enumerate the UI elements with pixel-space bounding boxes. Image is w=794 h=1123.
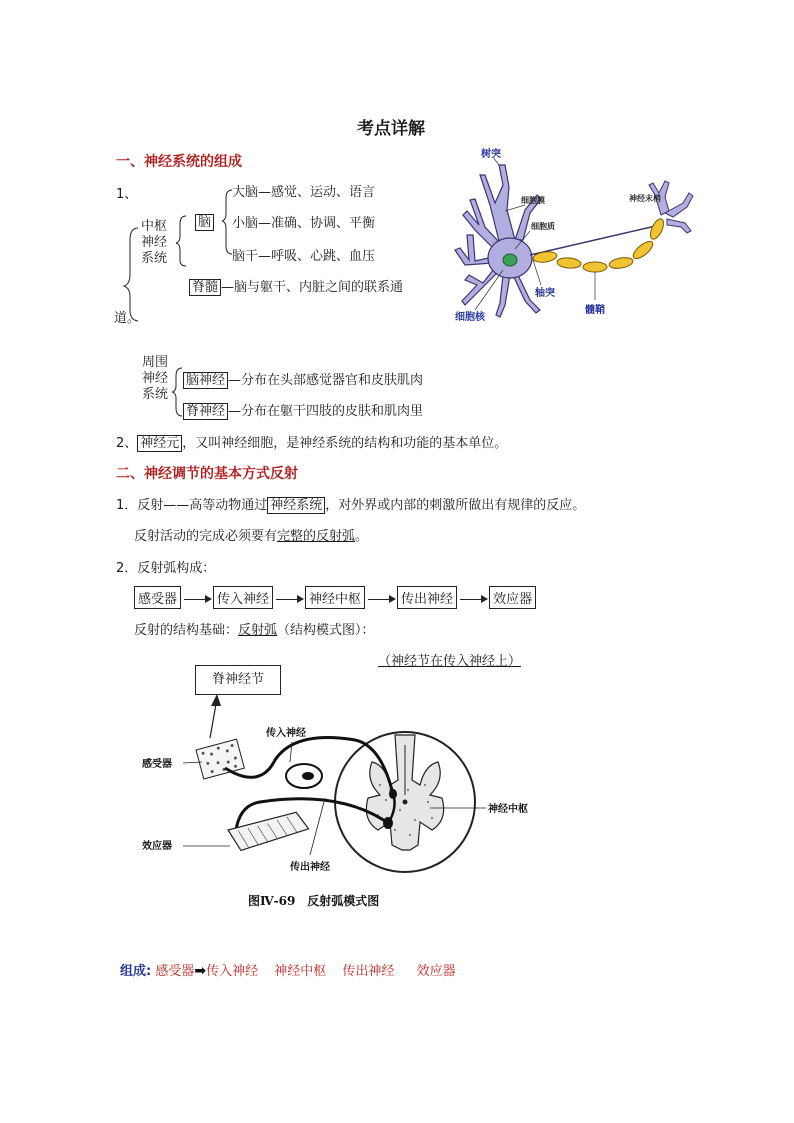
label-effector: 效应器 bbox=[142, 841, 172, 852]
spinal-cord-desc-cont: 道。 bbox=[114, 311, 141, 326]
page-title: 考点详解 bbox=[357, 119, 425, 139]
item2-number: 2、 bbox=[116, 436, 138, 451]
reflex-arc-prefix: 反射活动的完成必须要有 bbox=[134, 529, 278, 544]
label-efferent-nerve: 传出神经 bbox=[290, 862, 330, 873]
reflex-arc-composition-heading: 2．反射弧构成： bbox=[116, 561, 216, 576]
composition-arrow-icon: ➡ bbox=[194, 963, 207, 979]
central-nervous-label: 中枢 神经 系统 bbox=[141, 219, 168, 266]
peripheral-nervous-label: 周围 神经 系统 bbox=[142, 355, 169, 402]
brain-item-cerebellum: 小脑—准确、协调、平衡 bbox=[232, 216, 376, 231]
composition-label: 组成: bbox=[120, 964, 152, 979]
flow-arrow-icon bbox=[184, 599, 210, 600]
comp-center: 神经中枢 bbox=[274, 964, 327, 979]
label-nerve-ending: 神经末梢 bbox=[629, 194, 661, 203]
structure-basis-prefix: 反射的结构基础： bbox=[134, 623, 239, 638]
section1-heading: 一、神经系统的组成 bbox=[116, 154, 242, 170]
comp-afferent: 传入神经 bbox=[206, 964, 259, 979]
label-axon: 轴突 bbox=[535, 288, 555, 299]
comp-receptor: 感受器 bbox=[155, 964, 195, 979]
label-receptor: 感受器 bbox=[142, 759, 172, 770]
flow-center: 神经中枢 bbox=[305, 586, 365, 609]
flow-arrow-icon bbox=[276, 599, 302, 600]
cranial-nerve-desc: —分布在头部感觉器官和皮肤肌肉 bbox=[228, 373, 424, 388]
spinal-cord-box: 脊髓 bbox=[189, 279, 221, 296]
spinal-nerve-box: 脊神经 bbox=[183, 403, 228, 420]
label-cell-membrane: 细胞膜 bbox=[521, 196, 545, 205]
reflex-arc-term: 反射弧 bbox=[238, 623, 278, 638]
brain-item-brainstem: 脑干—呼吸、心跳、血压 bbox=[232, 249, 376, 264]
spinal-cord-desc: —脑与躯干、内脏之间的联系通 bbox=[221, 280, 404, 295]
complete-reflex-arc: 完整的反射弧 bbox=[277, 529, 356, 544]
label-nerve-center: 神经中枢 bbox=[488, 804, 528, 815]
label-myelin: 髓鞘 bbox=[585, 305, 605, 316]
neuron-box: 神经元 bbox=[137, 435, 182, 452]
nervous-system-box: 神经系统 bbox=[267, 497, 325, 514]
figure-caption: 图Ⅳ-69 反射弧模式图 bbox=[248, 894, 380, 908]
comp-effector: 效应器 bbox=[416, 964, 456, 979]
item1-number: 1、 bbox=[116, 187, 138, 202]
brain-box: 脑 bbox=[195, 214, 214, 231]
flow-effector: 效应器 bbox=[489, 586, 536, 609]
neuron-diagram bbox=[445, 145, 695, 330]
flow-efferent: 传出神经 bbox=[397, 586, 457, 609]
flow-arrow-icon bbox=[460, 599, 486, 600]
label-afferent-nerve: 传入神经 bbox=[266, 728, 306, 739]
reflex-arc-diagram bbox=[140, 690, 528, 915]
comp-efferent: 传出神经 bbox=[342, 964, 395, 979]
reflex-def-prefix: 1．反射——高等动物通过 bbox=[116, 498, 268, 513]
spinal-ganglion-box: 脊神经节 bbox=[195, 665, 281, 695]
item2-text: ，又叫神经细胞，是神经系统的结构和功能的基本单位。 bbox=[182, 436, 508, 451]
composition-line bbox=[120, 960, 456, 979]
reflex-def-suffix: ，对外界或内部的刺激所做出有规律的反应。 bbox=[325, 498, 586, 513]
label-cytoplasm: 细胞质 bbox=[531, 222, 555, 231]
reflex-flow bbox=[134, 586, 536, 609]
brain-item-cerebrum: 大脑—感觉、运动、语言 bbox=[232, 185, 376, 200]
spinal-nerve-desc: —分布在躯干四肢的皮肤和肌肉里 bbox=[228, 404, 424, 419]
flow-receptor: 感受器 bbox=[134, 586, 181, 609]
cranial-nerve-box: 脑神经 bbox=[183, 372, 228, 389]
flow-arrow-icon bbox=[368, 599, 394, 600]
flow-afferent: 传入神经 bbox=[213, 586, 273, 609]
label-dendrite: 树突 bbox=[481, 149, 501, 160]
label-nucleus: 细胞核 bbox=[455, 312, 485, 323]
ganglion-note: （神经节在传入神经上） bbox=[378, 654, 522, 669]
section2-heading: 二、神经调节的基本方式反射 bbox=[116, 466, 298, 482]
